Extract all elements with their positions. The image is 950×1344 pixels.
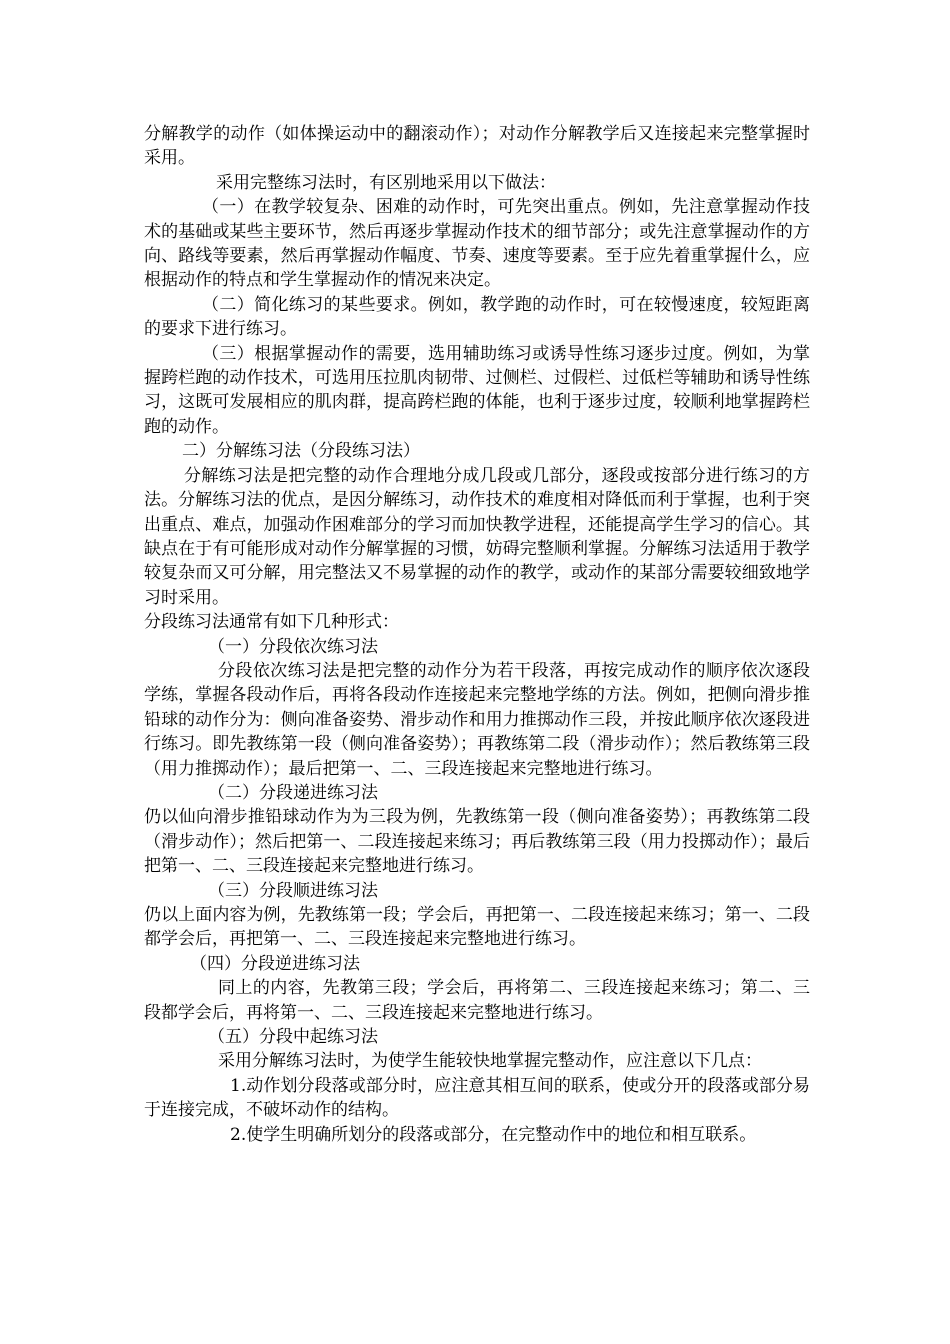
paragraph-progressive: 仍以仙向滑步推铅球动作为为三段为例，先教练第一段（侧向准备姿势）；再教练第二段（滑步动作）；然后把第一、二段连接起来练习；再后教练第三段（用力投掷动作）；最后把第一、二、三段连接起来完整地进行练习。 (144, 807, 810, 877)
subheading-progressive: （二）分段递进练习法 (208, 782, 378, 803)
section-heading-decomposition: 二）分解练习法（分段练习法） (182, 441, 420, 462)
paragraph-note-1: 1.动作划分段落或部分时，应注意其相互间的联系，使或分开的段落或部分易于连接完成，不破坏动作的结构。 (144, 1075, 810, 1121)
paragraph-point-2: （二）简化练习的某些要求。例如，教学跑的动作时，可在较慢速度，较短距离的要求下进行练习。 (144, 294, 810, 340)
paragraph-continuation: 分解教学的动作（如体操运动中的翻滚动作）；对动作分解教学后又连接起来完整掌握时采用。 (144, 124, 810, 169)
paragraph-reverse: 同上的内容，先教第三段；学会后，再将第二、三段连接起来练习；第二、三段都学会后，再将第一、二、三段连接起来完整地进行练习。 (144, 978, 810, 1023)
paragraph-decomposition-desc: 分解练习法是把完整的动作合理地分成几段或几部分，逐段或按部分进行练习的方法。分解练习法的优点，是因分解练习，动作技术的难度相对降低而利于掌握，也利于突出重点、难点，加强动作困难部分的学习而加快教学进程，还能提高学生学习的信心。其缺点在于有可能形成对动作分解掌握的习惯，妨碍完整顺利掌握。分解练习法适用于教学较复杂而又可分解，用完整法又不易掌握的动作的教学，或动作的某部分需要较细致地学习时采用。 (144, 465, 810, 608)
document-body (144, 122, 810, 1147)
subheading-middle-start: （五）分段中起练习法 (208, 1027, 378, 1048)
paragraph-point-1: （一）在教学较复杂、困难的动作时，可先突出重点。例如，先注意掌握动作技术的基础或某些主要环节，然后再逐步掌握动作技术的细节部分；或先注意掌握动作的方向、路线等要素，然后再掌握动作幅度、节奏、速度等要素。至于应先着重掌握什么，应根据动作的特点和学生掌握动作的情况来决定。 (144, 197, 810, 291)
paragraph-forms-intro: 分段练习法通常有如下几种形式： (144, 612, 399, 633)
paragraph-sequential: 分段依次练习法是把完整的动作分为若干段落，再按完成动作的顺序依次逐段学练，掌握各段动作后，再将各段动作连接起来完整地学练的方法。例如，把侧向滑步推铅球的动作分为：侧向准备姿势、滑步动作和用力推掷动作三段，并按此顺序依次逐段进行练习。即先教练第一段（侧向准备姿势）；再教练第二段（滑步动作）；然后教练第三段（用力推掷动作）；最后把第一、二、三段连接起来完整地进行练习。 (144, 660, 810, 779)
subheading-sequential: （一）分段依次练习法 (208, 636, 378, 657)
paragraph-note-2: 2.使学生明确所划分的段落或部分，在完整动作中的地位和相互联系。 (230, 1124, 757, 1145)
paragraph-forward: 仍以上面内容为例，先教练第一段；学会后，再把第一、二段连接起来练习；第一、二段都学会后，再把第一、二、三段连接起来完整地进行练习。 (144, 905, 810, 950)
subheading-reverse: （四）分段逆进练习法 (190, 953, 360, 974)
paragraph-complete-method-intro: 采用完整练习法时，有区别地采用以下做法： (216, 172, 556, 193)
paragraph-notes-intro: 采用分解练习法时，为使学生能较快地掌握完整动作，应注意以下几点： (218, 1051, 762, 1072)
paragraph-point-3: （三）根据掌握动作的需要，选用辅助练习或诱导性练习逐步过度。例如，为掌握跨栏跑的动作技术，可选用压拉肌肉韧带、过侧栏、过假栏、过低栏等辅助和诱导性练习，这既可发展相应的肌肉群，提高跨栏跑的体能，也利于逐步过度，较顺利地掌握跨栏跑的动作。 (144, 343, 810, 437)
subheading-forward: （三）分段顺进练习法 (208, 880, 378, 901)
